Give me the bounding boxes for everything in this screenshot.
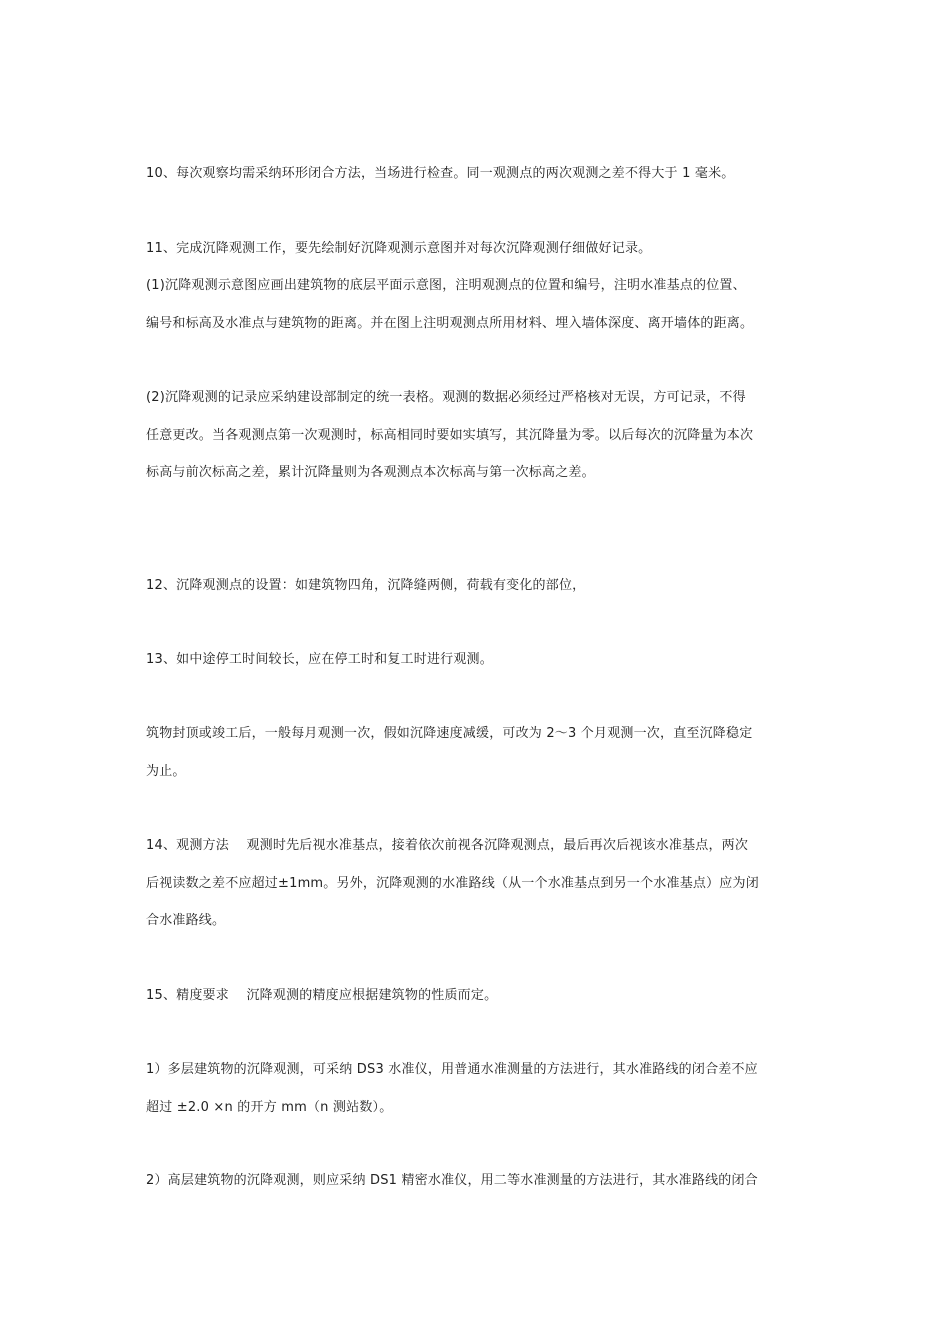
text-line-15-2a: 2）高层建筑物的沉降观测，则应采纳 DS1 精密水准仪，用二等水准测量的方法进行，其水准路线的闭合 — [146, 1173, 758, 1188]
text-line-15-1b: 超过 ±2.0 ×n 的开方 mm（n 测站数）。 — [146, 1100, 393, 1115]
text-line-14b: 后视读数之差不应超过±1mm。另外，沉降观测的水准路线（从一个水准基点到另一个水准基点）应为闭 — [146, 876, 759, 891]
text-line-10: 10、每次观察均需采纳环形闭合方法，当场进行检查。同一观测点的两次观测之差不得大于 1 毫米。 — [146, 166, 735, 181]
text-line-13-b: 为止。 — [146, 764, 186, 779]
text-line-12: 12、沉降观测点的设置：如建筑物四角，沉降缝两侧，荷载有变化的部位， — [146, 578, 586, 593]
text-line-11-2b: 任意更改。当各观测点第一次观测时，标高相同时要如实填写，其沉降量为零。以后每次的沉降量为本次 — [146, 428, 754, 443]
text-line-13: 13、如中途停工时间较长，应在停工时和复工时进行观测。 — [146, 652, 493, 667]
text-line-11: 11、完成沉降观测工作，要先绘制好沉降观测示意图并对每次沉降观测仔细做好记录。 — [146, 241, 652, 256]
text-line-11-2c: 标高与前次标高之差，累计沉降量则为各观测点本次标高与第一次标高之差。 — [146, 465, 595, 480]
text-line-15-1a: 1）多层建筑物的沉降观测，可采纳 DS3 水准仪，用普通水准测量的方法进行，其水准路线的闭合差不应 — [146, 1062, 758, 1077]
text-line-13-a: 筑物封顶或竣工后，一般每月观测一次，假如沉降速度减缓，可改为 2～3 个月观测一次，直至沉降稳定 — [146, 726, 753, 741]
text-line-14a: 14、观测方法 观测时先后视水准基点，接着依次前视各沉降观测点，最后再次后视该水准基点，两次 — [146, 838, 749, 853]
text-line-11-2a: (2)沉降观测的记录应采纳建设部制定的统一表格。观测的数据必须经过严格核对无误，方可记录，不得 — [146, 390, 746, 405]
text-line-11-1b: 编号和标高及水准点与建筑物的距离。并在图上注明观测点所用材料、埋入墙体深度、离开墙体的距离。 — [146, 316, 754, 331]
text-line-11-1a: (1)沉降观测示意图应画出建筑物的底层平面示意图，注明观测点的位置和编号，注明水准基点的位置、 — [146, 278, 746, 293]
text-line-15: 15、精度要求 沉降观测的精度应根据建筑物的性质而定。 — [146, 988, 498, 1003]
text-line-14c: 合水准路线。 — [146, 913, 226, 928]
